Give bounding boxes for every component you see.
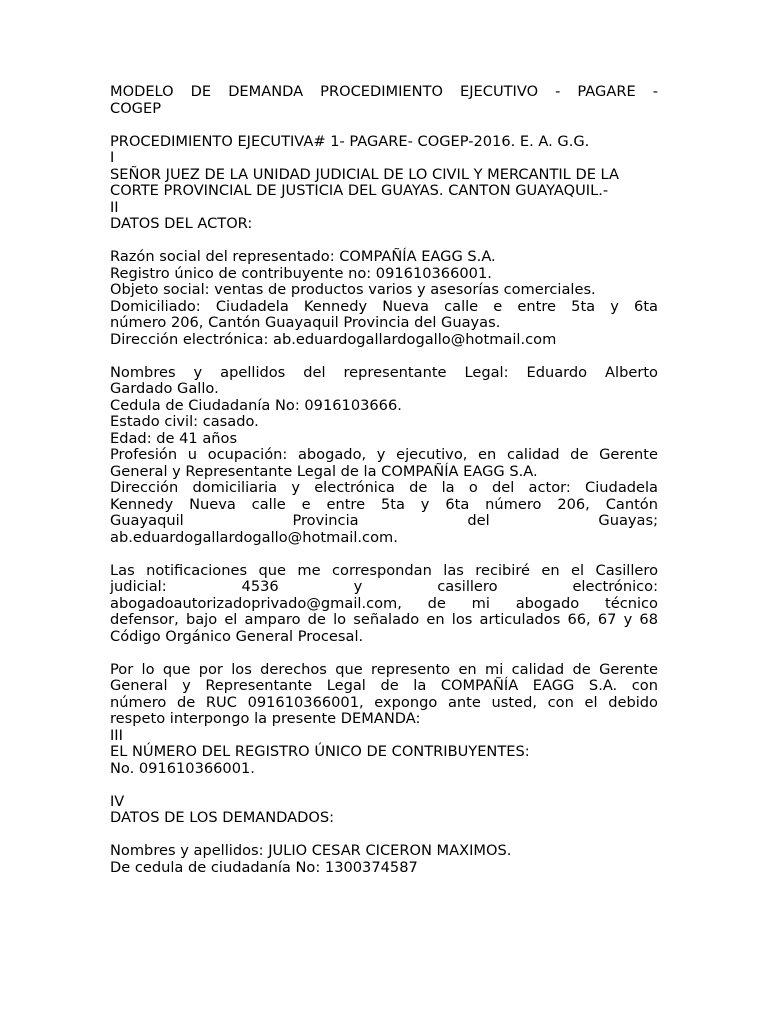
section-number-3: III xyxy=(110,726,123,744)
actor-address-line-4: ab.eduardogallardogallo@hotmail.com. xyxy=(110,528,398,546)
section-number-2: II xyxy=(110,198,119,216)
notifications-line-2: judicial: 4536 y casillero electrónico: xyxy=(110,578,658,595)
blank-line xyxy=(110,827,658,844)
age-line: Edad: de 41 años xyxy=(110,429,238,447)
rights-line-1: Por lo que por los derechos que represento en mi calidad de Gerente xyxy=(110,660,658,678)
profession-line-1: Profesión u ocupación: abogado, y ejecutivo, en calidad de Gerente xyxy=(110,446,658,463)
blank-line xyxy=(110,777,658,794)
actor-address-line-2: Kennedy Nueva calle e entre 5ta y 6ta número 206, Cantón xyxy=(110,495,658,513)
tax-registry-line: Registro único de contribuyente no: 091610366001. xyxy=(110,264,492,282)
defendant-id-line: De cedula de ciudadanía No: 1300374587 xyxy=(110,858,418,876)
notifications-line-4: defensor, bajo el amparo de lo señalado en los articulados 66, 67 y 68 xyxy=(110,611,658,628)
company-name-line: Razón social del representado: COMPAÑÍA EAGG S.A. xyxy=(110,248,496,265)
actor-address-line-1: Dirección domiciliaria y electrónica de la o del actor: Ciudadela xyxy=(110,479,658,496)
section-number-4: IV xyxy=(110,792,125,810)
procedure-line: PROCEDIMIENTO EJECUTIVA# 1- PAGARE- COGEP-2016. E. A. G.G. xyxy=(110,132,590,150)
judge-address-line-1: SEÑOR JUEZ DE LA UNIDAD JUDICIAL DE LO CIVIL Y MERCANTIL DE LA xyxy=(110,165,619,183)
notifications-line-1: Las notificaciones que me correspondan las recibiré en el Casillero xyxy=(110,561,658,579)
blank-line xyxy=(110,645,658,662)
registry-number-heading: EL NÚMERO DEL REGISTRO ÚNICO DE CONTRIBUYENTES: xyxy=(110,743,530,760)
representative-name-line-1: Nombres y apellidos del representante Legal: Eduardo Alberto xyxy=(110,363,658,381)
actor-address-line-3: Guayaquil Provincia del Guayas; xyxy=(110,512,658,529)
blank-line xyxy=(110,233,658,250)
ruc-number-line: No. 091610366001. xyxy=(110,759,255,777)
document-title-line-1: MODELO DE DEMANDA PROCEDIMIENTO EJECUTIVO - PAGARE - xyxy=(110,83,658,100)
notifications-line-5: Código Orgánico General Procesal. xyxy=(110,627,364,645)
rights-line-2: General y Representante Legal de la COMPAÑÍA EAGG S.A. con xyxy=(110,677,658,694)
actor-data-heading: DATOS DEL ACTOR: xyxy=(110,215,253,232)
rights-line-3: número de RUC 091610366001, expongo ante usted, con el debido xyxy=(110,693,658,711)
domicile-line-2: número 206, Cantón Guayaquil Provincia del Guayas. xyxy=(110,314,501,331)
judge-address-line-2: CORTE PROVINCIAL DE JUSTICIA DEL GUAYAS. CANTON GUAYAQUIL.- xyxy=(110,182,609,199)
notifications-line-3: abogadoautorizadoprivado@gmail.com, de mi abogado técnico xyxy=(110,594,658,612)
marital-status-line: Estado civil: casado. xyxy=(110,413,259,430)
defendants-heading: DATOS DE LOS DEMANDADOS: xyxy=(110,809,335,826)
corporate-purpose-line: Objeto social: ventas de productos varios y asesorías comerciales. xyxy=(110,281,596,298)
defendant-name-line: Nombres y apellidos: JULIO CESAR CICERON MAXIMOS. xyxy=(110,842,512,859)
document-title-line-2: COGEP xyxy=(110,99,162,117)
domicile-line-1: Domiciliado: Ciudadela Kennedy Nueva calle e entre 5ta y 6ta xyxy=(110,297,658,315)
profession-line-2: General y Representante Legal de la COMPAÑÍA EAGG S.A. xyxy=(110,462,538,480)
blank-line xyxy=(110,117,658,134)
blank-line xyxy=(110,546,658,563)
rights-line-4: respeto interpongo la presente DEMANDA: xyxy=(110,710,421,727)
document-page xyxy=(110,84,658,876)
blank-line xyxy=(110,348,658,365)
id-card-line: Cedula de Ciudadanía No: 0916103666. xyxy=(110,396,402,414)
representative-name-line-2: Gardado Gallo. xyxy=(110,380,219,397)
email-address-line: Dirección electrónica: ab.eduardogallardogallo@hotmail.com xyxy=(110,330,557,348)
section-number-1: I xyxy=(110,149,115,166)
